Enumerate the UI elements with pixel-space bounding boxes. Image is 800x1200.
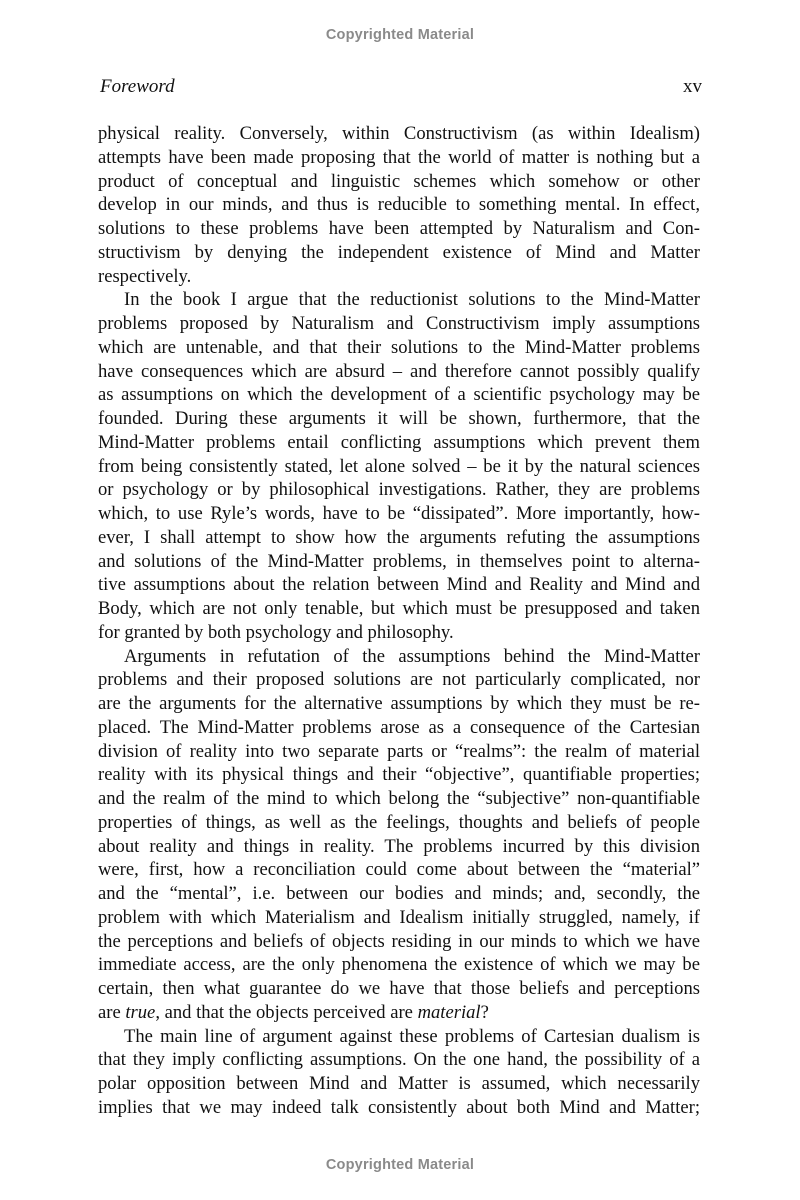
text-line: The main line of argument against these problems of Cartesian dualism is bbox=[124, 1025, 700, 1047]
text-line: problems proposed by Naturalism and Constructivism imply assumptions bbox=[98, 313, 700, 334]
copyright-watermark-bottom: Copyrighted Material bbox=[325, 1157, 475, 1173]
text-line: division of reality into two separate parts or “realms”: the realm of material bbox=[98, 740, 700, 762]
text-line: ever, I shall attempt to show how the arguments refuting the assumptions bbox=[98, 526, 700, 548]
text-line: placed. The Mind-Matter problems arose as a consequence of the Cartesian bbox=[98, 716, 700, 738]
text-line: for granted by both psychology and philosophy. bbox=[98, 621, 454, 643]
text-line: founded. During these arguments it will be shown, furthermore, that the bbox=[98, 408, 700, 429]
text-line: properties of things, as well as the feelings, thoughts and beliefs of people bbox=[98, 811, 700, 833]
text-line: attempts have been made proposing that the world of matter is nothing but a bbox=[98, 146, 700, 168]
text-line: the perceptions and beliefs of objects residing in our minds to which we have bbox=[98, 930, 700, 952]
text-line: which are untenable, and that their solutions to the Mind-Matter problems bbox=[98, 336, 700, 358]
text-line: reality with its physical things and their “objective”, quantifiable properties; bbox=[98, 764, 700, 786]
text-line: problems and their proposed solutions are not particularly complicated, nor bbox=[98, 669, 700, 691]
text-line: implies that we may indeed talk consistently about both Mind and Matter; bbox=[98, 1096, 700, 1118]
text-line: Arguments in refutation of the assumptions behind the Mind-Matter bbox=[124, 645, 700, 667]
text-line: structivism by denying the independent existence of Mind and Matter bbox=[98, 241, 700, 263]
text-line: product of conceptual and linguistic schemes which somehow or other bbox=[98, 170, 700, 192]
paragraph bbox=[98, 1025, 700, 1120]
text-line-with-emphasis bbox=[98, 1001, 700, 1025]
text-line: have consequences which are absurd – and therefore cannot possibly qualify bbox=[98, 360, 700, 382]
text-line: Mind-Matter problems entail conflicting assumptions which prevent them bbox=[98, 431, 700, 453]
text-line: are the arguments for the alternative assumptions by which they must be re- bbox=[98, 693, 700, 714]
paragraph bbox=[98, 645, 700, 1025]
emphasis-true: true bbox=[125, 1001, 156, 1023]
page-number: xv bbox=[683, 76, 702, 97]
running-head bbox=[98, 76, 702, 100]
text-run: ? bbox=[480, 1001, 489, 1023]
text-line: and the realm of the mind to which belong the “subjective” non-quantifiable bbox=[98, 788, 700, 809]
text-line: tive assumptions about the relation between Mind and Reality and Mind and bbox=[98, 574, 700, 596]
text-line: that they imply conflicting assumptions. On the one hand, the possibility of a bbox=[98, 1049, 700, 1071]
text-line: In the book I argue that the reductionist solutions to the Mind-Matter bbox=[124, 289, 700, 311]
emphasis-material: material bbox=[417, 1001, 481, 1023]
text-run: are bbox=[98, 1001, 126, 1023]
text-line: respectively. bbox=[98, 265, 192, 287]
chapter-title: Foreword bbox=[100, 76, 175, 97]
text-line: polar opposition between Mind and Matter is assumed, which necessarily bbox=[98, 1073, 700, 1094]
text-line: about reality and things in reality. The problems incurred by this division bbox=[98, 835, 700, 857]
text-line: solutions to these problems have been attempted by Naturalism and Con- bbox=[98, 218, 700, 239]
text-line: were, first, how a reconciliation could come about between the “material” bbox=[98, 859, 700, 881]
body-text bbox=[98, 122, 700, 1120]
text-line: which, to use Ryle’s words, have to be “dissipated”. More importantly, how- bbox=[98, 503, 700, 524]
text-line: develop in our minds, and thus is reducible to something mental. In effect, bbox=[98, 194, 700, 216]
text-line: problem with which Materialism and Idealism initially struggled, namely, if bbox=[98, 906, 700, 928]
text-line: as assumptions on which the development of a scientific psychology may be bbox=[98, 384, 700, 406]
paragraph bbox=[98, 288, 700, 644]
text-line: and solutions of the Mind-Matter problems, in themselves point to alterna- bbox=[98, 550, 700, 572]
text-line: immediate access, are the only phenomena the existence of which we may be bbox=[98, 954, 700, 976]
text-line: from being consistently stated, let alone solved – be it by the natural sciences bbox=[98, 455, 700, 477]
text-line: and the “mental”, i.e. between our bodies and minds; and, secondly, the bbox=[98, 883, 700, 904]
copyright-watermark-top: Copyrighted Material bbox=[325, 27, 475, 43]
text-line: Body, which are not only tenable, but which must be presupposed and taken bbox=[98, 598, 700, 619]
paragraph bbox=[98, 122, 700, 288]
text-line: physical reality. Conversely, within Constructivism (as within Idealism) bbox=[98, 123, 700, 144]
text-run: , and that the objects perceived are bbox=[155, 1001, 418, 1023]
text-line: certain, then what guarantee do we have that those beliefs and perceptions bbox=[98, 978, 700, 999]
text-line: or psychology or by philosophical investigations. Rather, they are problems bbox=[98, 479, 700, 501]
